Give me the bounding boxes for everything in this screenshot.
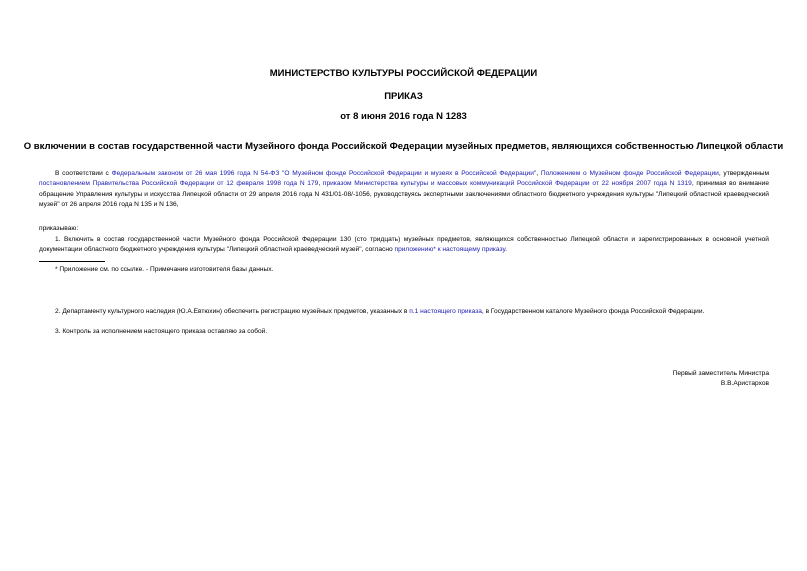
museum-fund-regulation-link[interactable]: Положением о Музейном фонде Российской Федерации <box>540 170 719 177</box>
item-2-paragraph <box>39 307 769 317</box>
item-1-paragraph <box>39 235 769 256</box>
subject-heading: О включении в состав государственной части Музейного фонда Российской Федерации музейных предметов, являющихся собственностью Липецкой области <box>23 141 784 152</box>
doc-type-heading: ПРИКАЗ <box>384 91 423 102</box>
footnote-divider <box>39 261 105 262</box>
date-number-heading: от 8 июня 2016 года N 1283 <box>340 111 467 122</box>
clause-1-link[interactable]: п.1 настоящего приказа <box>409 308 482 315</box>
preamble-text-3: , утвержденным <box>718 170 769 177</box>
signature-block <box>673 369 769 390</box>
government-resolution-link[interactable]: постановлением Правительства Российской Федерации от 12 февраля 1998 года N 179 <box>39 180 319 188</box>
signature-name: В.В.Аристархов <box>720 380 769 388</box>
item-1-text-3: . <box>505 246 507 254</box>
item-1-text-1: 1. Включить в состав государственной части Музейного фонда Российской Федерации 130 (сто тридцать) музейных предметов, являющихся собственностью Липецкой области и зарегистрированных в основной учетной документации областного бюджетного учреждения культуры "Липецкий областной краеведческий музей", согласно <box>39 236 769 254</box>
signature-position: Первый заместитель Министра <box>672 370 769 377</box>
item-2-text-2: , в Государственном каталоге Музейного фонда Российской Федерации. <box>481 308 705 315</box>
ministry-heading: МИНИСТЕРСТВО КУЛЬТУРЫ РОССИЙСКОЙ ФЕДЕРАЦИИ <box>269 68 538 79</box>
item-2-text-1: 2. Департаменту культурного наследия (Ю.А.Евтюхин) обеспечить регистрацию музейных предметов, указанных в <box>55 308 410 315</box>
ministry-order-link[interactable]: приказом Министерства культуры и массовых коммуникаций Российской Федерации от 22 ноября 2007 года N 1319 <box>322 180 692 188</box>
preamble-text-2: , <box>536 170 541 177</box>
item-3-paragraph: 3. Контроль за исполнением настоящего приказа оставляю за собой. <box>55 328 268 335</box>
footnote: * Приложение см. по ссылке. - Примечание изготовителя базы данных. <box>55 266 274 273</box>
preamble-text-1: В соответствии с <box>55 170 112 177</box>
preamble-text-4: , <box>318 180 323 188</box>
federal-law-link[interactable]: Федеральным законом от 26 мая 1996 года N 54-ФЗ "О Музейном фонде Российской Федерации и музеях в Российской Федерации" <box>111 170 537 177</box>
order-word: приказываю: <box>39 225 79 232</box>
preamble-paragraph <box>39 169 769 211</box>
preamble-text-5: , принимая во внимание обращение Управления культуры и искусства Липецкой области от 29 апреля 2016 года N 431/01-08/-1056, руководствуясь экспертными заключениями областного бюджетного учреждения культуры "Липецкий областной краеведческий музей" от 26 апреля 2016 года N 135 и N 136, <box>39 180 769 209</box>
appendix-link[interactable]: приложению* <box>394 246 436 254</box>
this-order-link[interactable]: к настоящему приказу <box>437 246 506 254</box>
